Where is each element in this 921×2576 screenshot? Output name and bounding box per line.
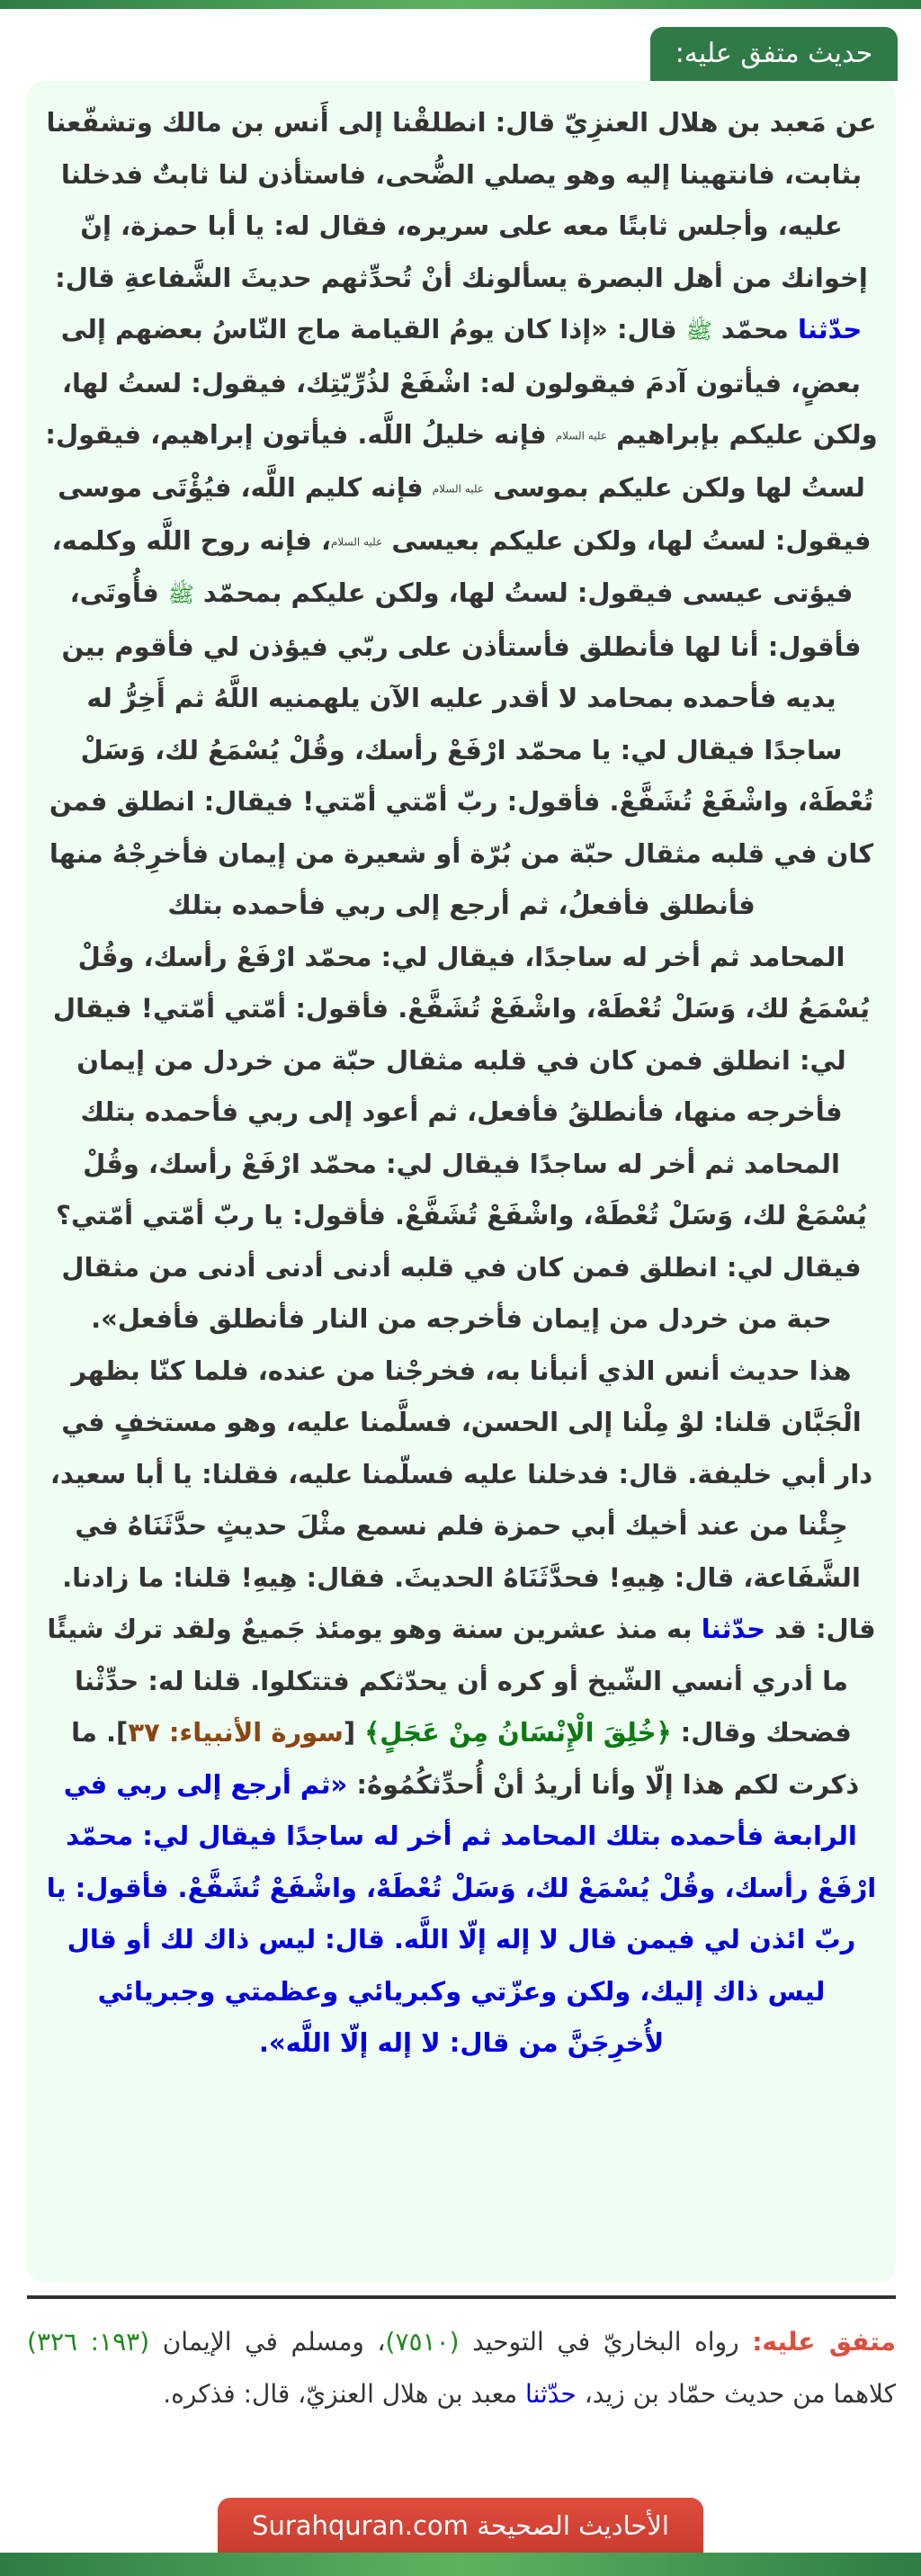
site-link-button[interactable]: الأحاديث الصحيحة Surahquran.com bbox=[218, 2498, 703, 2554]
text-segment: عن مَعبد بن هلال العنزِيّ قال: انطلقْنا إلى أَنس بن مالك وتشفّعنا بثابت، فانتهينا إليه وهو يصلي الضُّحى، فاستأذن لنا ثابتٌ فدخلنا عليه، وأجلس ثابتًا معه على سريره، فقال له: يا أبا حمزة، إنّ إخوانك من أهل البصرة يسألونك أنْ تُحدِّثهم حديثَ الشَّفاعةِ قال: bbox=[46, 107, 877, 293]
text-segment: هذا حديث أنس الذي أنبأنا به، فخرجْنا من عنده، فلما كنّا بظهر الْجَبَّان قلنا: لوْ مِلْنا إلى الحسن، فسلَّمنا عليه، وهو مستخفٍ في دار أبي خليفة. قال: فدخلنا عليه فسلّمنا عليه، فقلنا: يا أبا سعيد، جِئْنا من عند أخيك أبي حمزة فلم نسمع مثْلَ حديثٍ حدَّثَنَاهُ في الشَّفَاعة، قال: هِيهِ! فحدَّثَنَاهُ الحديثَ. فقال: هِيهِ! قلنا: ما زادنا. قال: قد bbox=[49, 1355, 876, 1645]
surah-ref: سورة الأنبياء: ٣٧ bbox=[128, 1717, 344, 1749]
narration-link[interactable]: «ثم أرجع إلى ربي في الرابعة فأحمده بتلك المحامد ثم أخر له ساجدًا فيقال لي: محمّد ارْفَعْ رأسك، وقُلْ يُسْمَعْ لك، وَسَلْ تُعْطَهْ، واشْفَعْ تُشَفَّعْ. فأقول: يا ربّ ائذن لي فيمن قال لا إله إلّا اللَّه. قال: ليس ذاك لك أو قال ليس ذاك إليك، ولكن وعزّتي وكبريائي وعظمتي وجبريائي لأُخرِجَنَّ من قال: لا إله إلّا اللَّه». bbox=[46, 1768, 877, 2059]
alayhi-salam-symbol: عليه السلام bbox=[432, 482, 485, 495]
section-title: حديث متفق عليه: bbox=[650, 27, 898, 81]
text-segment: فإنه كليم اللَّه، فيُؤْتَى موسى فيقول: لستُ لها، ولكن عليكم بعيسى bbox=[58, 471, 872, 556]
narration-link[interactable]: حدّثنا bbox=[701, 1614, 766, 1645]
takhrij-footer bbox=[27, 2316, 896, 2420]
hadith-text-box bbox=[27, 81, 896, 2282]
hadith-paragraph bbox=[45, 97, 878, 932]
alayhi-salam-symbol: عليه السلام bbox=[555, 429, 608, 443]
text-segment: [ bbox=[343, 1717, 365, 1749]
quran-or-ref: (٧٥١٠) bbox=[385, 2327, 460, 2357]
pbuh-symbol: ﷺ bbox=[167, 582, 194, 608]
text-segment: ، فإنه روح اللَّه وكلمه، فيؤتى عيسى فيقول: لستُ لها، ولكن عليكم بمحمّد bbox=[51, 524, 854, 609]
text-segment: رواه البخاريّ في التوحيد bbox=[459, 2327, 753, 2357]
text-segment: محمّد bbox=[711, 314, 798, 344]
top-bar bbox=[0, 0, 921, 9]
text-segment: به منذ عشرين سنة وهو يومئذ جَميعٌ ولقد ترك شيئًا ما أدري أنسي الشّيخ أو كره أن يحدّثكم فتتكلوا. قلنا له: حدِّثْنا فضحك وقال: bbox=[47, 1614, 852, 1749]
text-segment: قال: «إذا كان يومُ القيامة ماج النّاسُ بعضهم إلى بعضٍ، فيأتون آدمَ فيقولون له: اشْفَعْ لذُرِّيّتِك، فيقول: لستُ لها، ولكن عليكم بإبراهيم bbox=[60, 314, 878, 450]
narration-link[interactable]: حدّثنا bbox=[525, 2379, 577, 2409]
text-segment: معبد بن هلال العنزيّ، قال: فذكره. bbox=[163, 2379, 526, 2409]
quran-or-ref: ﴿خُلِقَ الْإِنْسَانُ مِنْ عَجَلٍ﴾ bbox=[364, 1717, 672, 1749]
text-segment: المحامد ثم أخر له ساجدًا، فيقال لي: محمّد ارْفَعْ رأسك، وقُلْ يُسْمَعُ لك، وَسَلْ تُعْطَهْ، واشْفَعْ تُشَفَّعْ. فأقول: أمّتي أمّتي! فيقال لي: انطلق فمن كان في قلبه مثقال حبّة من خردل من إيمان فأخرجه منها، فأنطلقُ فأفعل، ثم أعود إلى ربي فأحمده بتلك المحامد ثم أخر له ساجدًا فيقال لي: محمّد ارْفَعْ رأسك، وقُلْ يُسْمَعْ لك، وَسَلْ تُعْطَهْ، واشْفَعْ تُشَفَّعْ. فأقول: يا ربّ أمّتي أمّتي؟ فيقال لي: انطلق فمن كان في قلبه أدنى أدنى أدنى من مثقال حبة من خردل من إيمان فأخرجه من النار فأنطلق فأفعل». bbox=[52, 941, 871, 1335]
text-segment: ، ومسلم في الإيمان bbox=[149, 2327, 386, 2357]
text-segment: ]. ما ذكرت لكم هذا إلّا وأنا أريدُ أنْ أُحدِّثكُمُوهُ: bbox=[71, 1717, 860, 1800]
text-segment: فإنه خليلُ اللَّه. فيأتون إبراهيم، فيقول: لستُ لها ولكن عليكم بموسى bbox=[45, 419, 865, 503]
hadith-paragraph bbox=[45, 932, 878, 1346]
text-segment: كلاهما من حديث حمّاد بن زيد، bbox=[576, 2379, 896, 2409]
text-segment: فأُوتَى، فأقول: أنا لها فأنطلق فأستأذن على ربّي فيؤذن لي فأقوم بين يديه فأحمده بمحامد لا أقدر عليه الآن يلهمنيه اللَّهُ ثم أَخِرُّ له ساجدًا فيقال لي: يا محمّد ارْفَعْ رأسك، وقُلْ يُسْمَعُ لك، وَسَلْ تُعْطَهْ، واشْفَعْ تُشَفَّعْ. فأقول: ربّ أمّتي أمّتي! فيقال: انطلق فمن كان في قلبه مثقال حبّة من بُرّة أو شعيرة من إيمان فأخرِجْهُ منها فأنطلق فأفعلُ، ثم أرجع إلى ربي فأحمده بتلك bbox=[49, 577, 874, 921]
bottom-bar bbox=[0, 2553, 921, 2576]
divider bbox=[27, 2295, 896, 2299]
label-muttafaq: متفق عليه: bbox=[752, 2327, 896, 2357]
alayhi-salam-symbol: عليه السلام bbox=[330, 534, 383, 548]
narration-link[interactable]: حدّثنا bbox=[797, 314, 863, 344]
quran-or-ref: (١٩٣: ٣٢٦) bbox=[27, 2327, 150, 2357]
hadith-paragraph bbox=[45, 1346, 878, 2070]
pbuh-symbol: ﷺ bbox=[685, 318, 712, 344]
